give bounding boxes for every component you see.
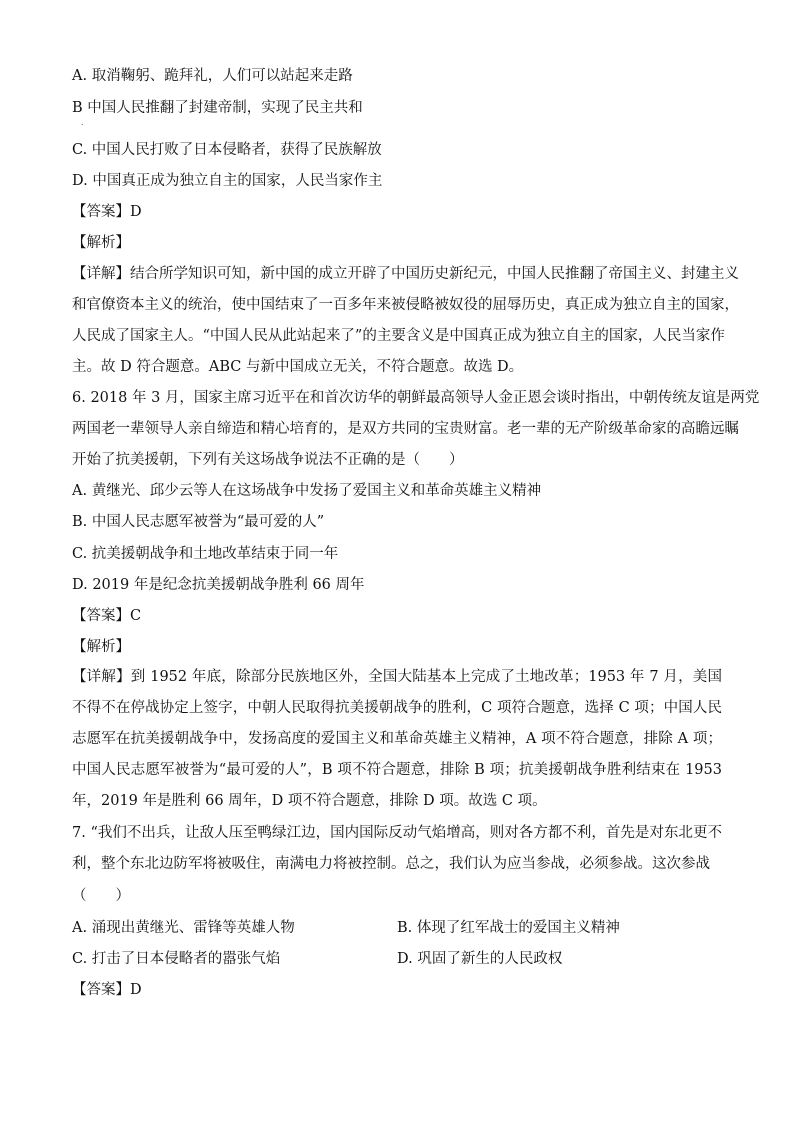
q6-option-d: D. 2019 年是纪念抗美援朝战争胜利 66 周年 [72, 577, 365, 593]
q7-option-c: C. 打击了日本侵略者的嚣张气焰 [72, 951, 281, 967]
q5-option-c: C. 中国人民打败了日本侵略者，获得了民族解放 [72, 142, 382, 158]
q7-stem-paragraph: 7. “我们不出兵，让敌人压至鸭绿江边，国内国际反动气焰增高，则对各方都不利，首先是对东北更不利，整个东北边防军将被吸住，南满电力将被控制。总之，我们认为应当参战，必须参战。这次参战 [72, 825, 722, 872]
q5-option-b: B 中国人民推翻了封建帝制，实现了民主共和 [72, 100, 363, 116]
q5-detail-line-4: 主。故 D 符合题意。ABC 与新中国成立无关，不符合题意。故选 D。 [72, 359, 524, 375]
q6-option-a: A. 黄继光、邱少云等人在这场战争中发扬了爱国主义和革命英雄主义精神 [72, 483, 542, 499]
q7-option-a: A. 涌现出黄继光、雷锋等英雄人物 [72, 920, 295, 936]
q5-option-d: D. 中国真正成为独立自主的国家，人民当家作主 [72, 173, 383, 189]
q7-option-b: B. 体现了红军战士的爱国主义精神 [397, 920, 620, 936]
q5-answer: 【答案】D [72, 204, 142, 220]
q6-stem-line-3: 开始了抗美援朝，下列有关这场战争说法不正确的是（ ） [72, 452, 464, 468]
q6-detail-paragraph: 【详解】到 1952 年底，除部分民族地区外，全国大陆基本上完成了土地改革；1953 年 7 月，美国不得不在停战协定上签字，中朝人民取得抗美援朝战争的胜利，C 项符合题意，选择 C 项；中国人民志愿军在抗美援朝战争中，发扬高度的爱国主义和革命英雄主义精神，A 项不符合题意，排除 A 项；中国人民志愿军被誉为“最可爱的人”，B 项不符合题意，排除 B 项；抗美援朝战争胜利结束在 1953 年，2019 年是胜利 66 周年，D 项不符合题意，排除 D 项。故选 C 项。 [72, 669, 722, 809]
q6-analysis-heading: 【解析】 [72, 639, 130, 655]
q5-detail-line-1: 【详解】结合所学知识可知，新中国的成立开辟了中国历史新纪元，中国人民推翻了帝国主义、封建主义 [72, 266, 739, 282]
q6-option-c: C. 抗美援朝战争和土地改革结束于同一年 [72, 546, 339, 562]
q5-detail-line-3: 人民成了国家主人。“中国人民从此站起来了”的主要含义是中国真正成为独立自主的国家，人民当家作 [72, 328, 725, 344]
q5-analysis-heading: 【解析】 [72, 235, 130, 251]
q7-answer-blank: （ ） [72, 888, 130, 904]
q6-stem-line-1: 6. 2018 年 3 月，国家主席习近平在和首次访华的朝鲜最高领导人金正恩会谈时指出，中朝传统友谊是两党 [72, 390, 760, 406]
q6-stem-line-2: 两国老一辈领导人亲自缔造和精心培育的，是双方共同的宝贵财富。老一辈的无产阶级革命家的高瞻远瞩 [72, 421, 739, 437]
q7-answer: 【答案】D [72, 982, 142, 998]
q5-option-a: A. 取消鞠躬、跪拜礼，人们可以站起来走路 [72, 68, 353, 84]
q6-answer: 【答案】C [72, 608, 142, 624]
stray-mark: . [81, 118, 84, 127]
q7-option-d: D. 巩固了新生的人民政权 [397, 951, 563, 967]
q5-detail-line-2: 和官僚资本主义的统治，使中国结束了一百多年来被侵略被奴役的屈辱历史，真正成为独立自主的国家， [72, 297, 739, 313]
q6-option-b: B. 中国人民志愿军被誉为“最可爱的人” [72, 514, 325, 530]
